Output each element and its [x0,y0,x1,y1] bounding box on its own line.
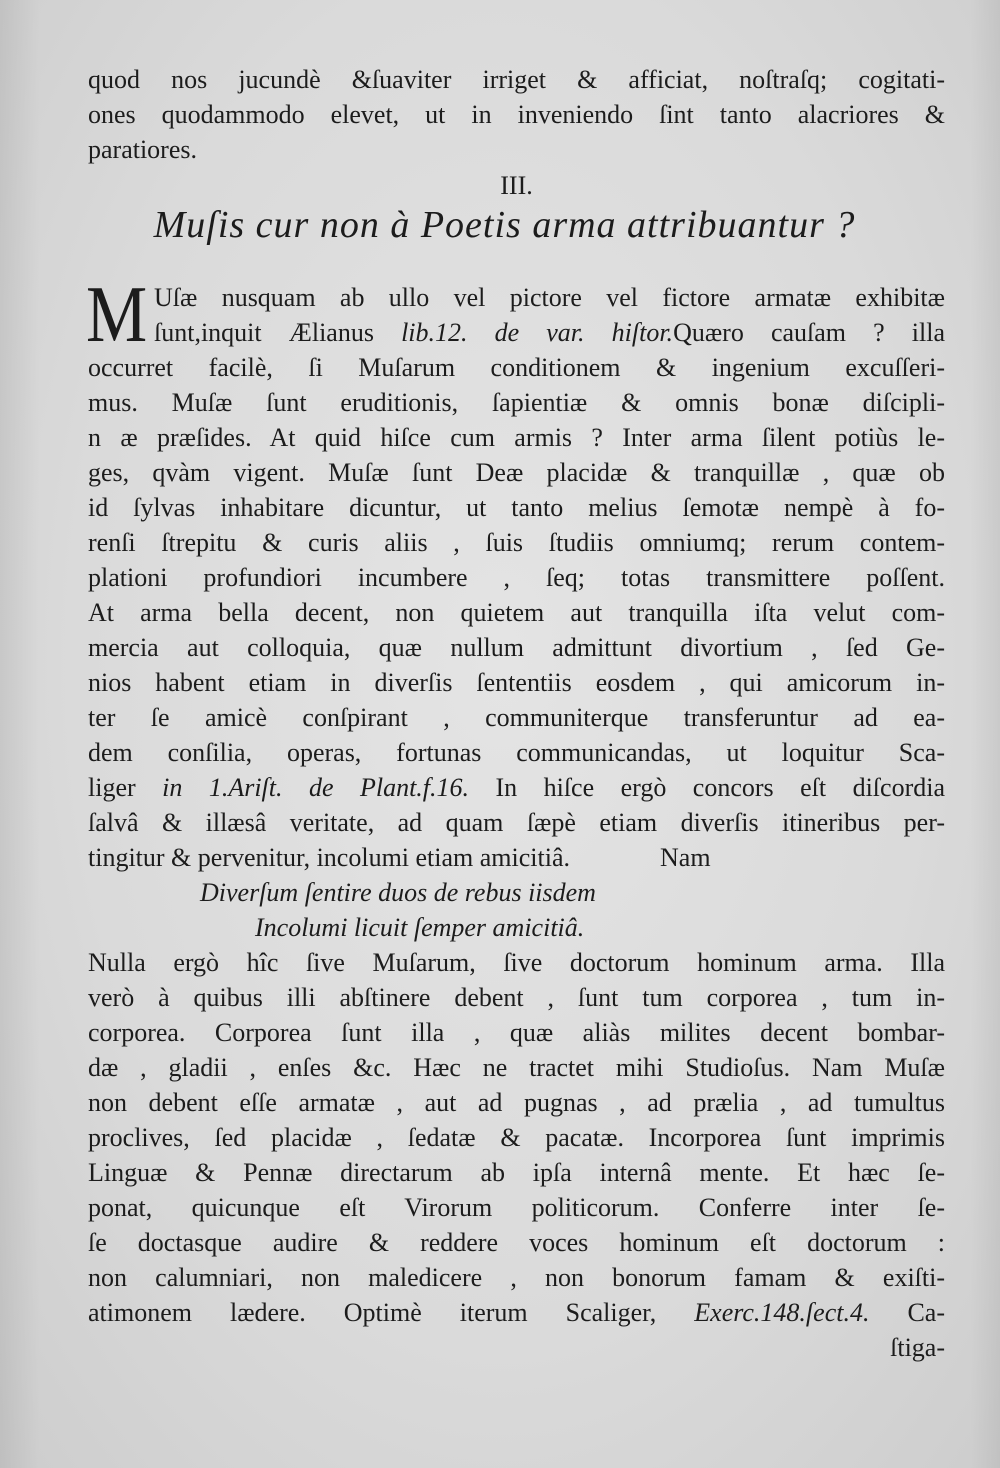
citation: in 1.Ariſt. de Plant.f.16. [162,773,470,802]
verse-line: Diverſum ſentire duos de rebus iisdem [200,878,596,907]
text-segment: Nam [660,843,711,872]
text-line: quod nos jucundè &ſuaviter irriget & afficiat, noſtraſq; cogitati- [88,65,945,94]
text-line: mercia aut colloquia, quæ nullum admittunt divortium , ſed Ge- [88,633,945,662]
verse-line: Incolumi licuit ſemper amicitiâ. [255,913,585,942]
text-line: non calumniari, non maledicere , non bonorum famam & exiſti- [88,1263,945,1292]
text-line: ter ſe amicè conſpirant , communiterque transferuntur ad ea- [88,703,945,732]
text-line [88,840,945,875]
text-line [88,770,945,805]
drop-cap: M [86,271,148,359]
citation: lib.12. de var. hiſtor. [401,318,674,347]
text-line: renſi ſtrepitu & curis aliis , ſuis ſtudiis omniumq; rerum contem- [88,528,945,557]
text-line: id ſylvas inhabitare dicuntur, ut tanto melius ſemotæ nempè à fo- [88,493,945,522]
text-line [88,1295,945,1330]
text-line: Linguæ & Pennæ directarum ab ipſa internâ mente. Et hæc ſe- [88,1158,945,1187]
text-line: ſalvâ & illæsâ veritate, ad quam ſæpè etiam diverſis itineribus per- [88,808,945,837]
text-segment: Ca- [869,1298,946,1327]
text-line: dæ , gladii , enſes &c. Hæc ne tractet mihi Studioſus. Nam Muſæ [88,1053,945,1082]
text-line: mus. Muſæ ſunt eruditionis, ſapientiæ & omnis bonæ diſcipli- [88,388,945,417]
text-line: ges, qvàm vigent. Muſæ ſunt Deæ placidæ & tranquillæ , quæ ob [88,458,945,487]
text-line [88,315,945,350]
text-line: n æ præſides. At quid hiſce cum armis ? Inter arma ſilent potiùs le- [88,423,945,452]
text-line: ſe doctasque audire & reddere voces hominum eſt doctorum : [88,1228,945,1257]
text-line: verò à quibus illi abſtinere debent , ſunt tum corporea , tum in- [88,983,945,1012]
text-line: nios habent etiam in diverſis ſententiis eosdem , qui amicorum in- [88,668,945,697]
text-line: paratiores. [88,135,198,164]
text-line: At arma bella decent, non quietem aut tranquilla iſta velut com- [88,598,945,627]
continued-text [88,62,945,167]
text-segment: ſunt,inquit Ælianus [154,318,402,347]
section-body [86,271,946,1365]
text-segment: Quæro cauſam ? illa [673,318,945,347]
text-line: proclives, ſed placidæ , ſedatæ & pacatæ. Incorporea ſunt imprimis [88,1123,945,1152]
text-line: ponat, quicunque eſt Virorum politicorum. Conferre inter ſe- [88,1193,945,1222]
text-line: dem conſilia, operas, fortunas communicandas, ut loquitur Sca- [88,738,945,767]
section-number: III. [500,171,533,200]
text-line: ones quodammodo elevet, ut in inveniendo ſint tanto alacriores & [88,100,945,129]
text-segment: tingitur & pervenitur, incolumi etiam amicitiâ. [88,843,571,872]
text-segment: In hiſce ergò concors eſt diſcordia [469,773,945,802]
section-title: Muſis cur non à Poetis arma attribuantur ? [153,204,856,246]
text-line: corporea. Corporea ſunt illa , quæ aliàs milites decent bombar- [88,1018,945,1047]
text-line: non debent eſſe armatæ , aut ad pugnas , ad prælia , ad tumultus [88,1088,945,1117]
citation: Exerc.148.ſect.4. [694,1298,870,1327]
text-segment: atimonem lædere. Optimè iterum Scaliger, [88,1298,695,1327]
text-line: Nulla ergò hîc ſive Muſarum, ſive doctorum hominum arma. Illa [88,948,945,977]
text-segment: liger [88,773,163,802]
text-line: plationi profundiori incumbere , ſeq; totas transmittere poſſent. [88,563,945,592]
text-line: Uſæ nusquam ab ullo vel pictore vel fictore armatæ exhibitæ [154,283,945,312]
catchword: ſtiga- [890,1333,945,1362]
text-line: occurret facilè, ſi Muſarum conditionem & ingenium excuſſeri- [88,353,945,382]
